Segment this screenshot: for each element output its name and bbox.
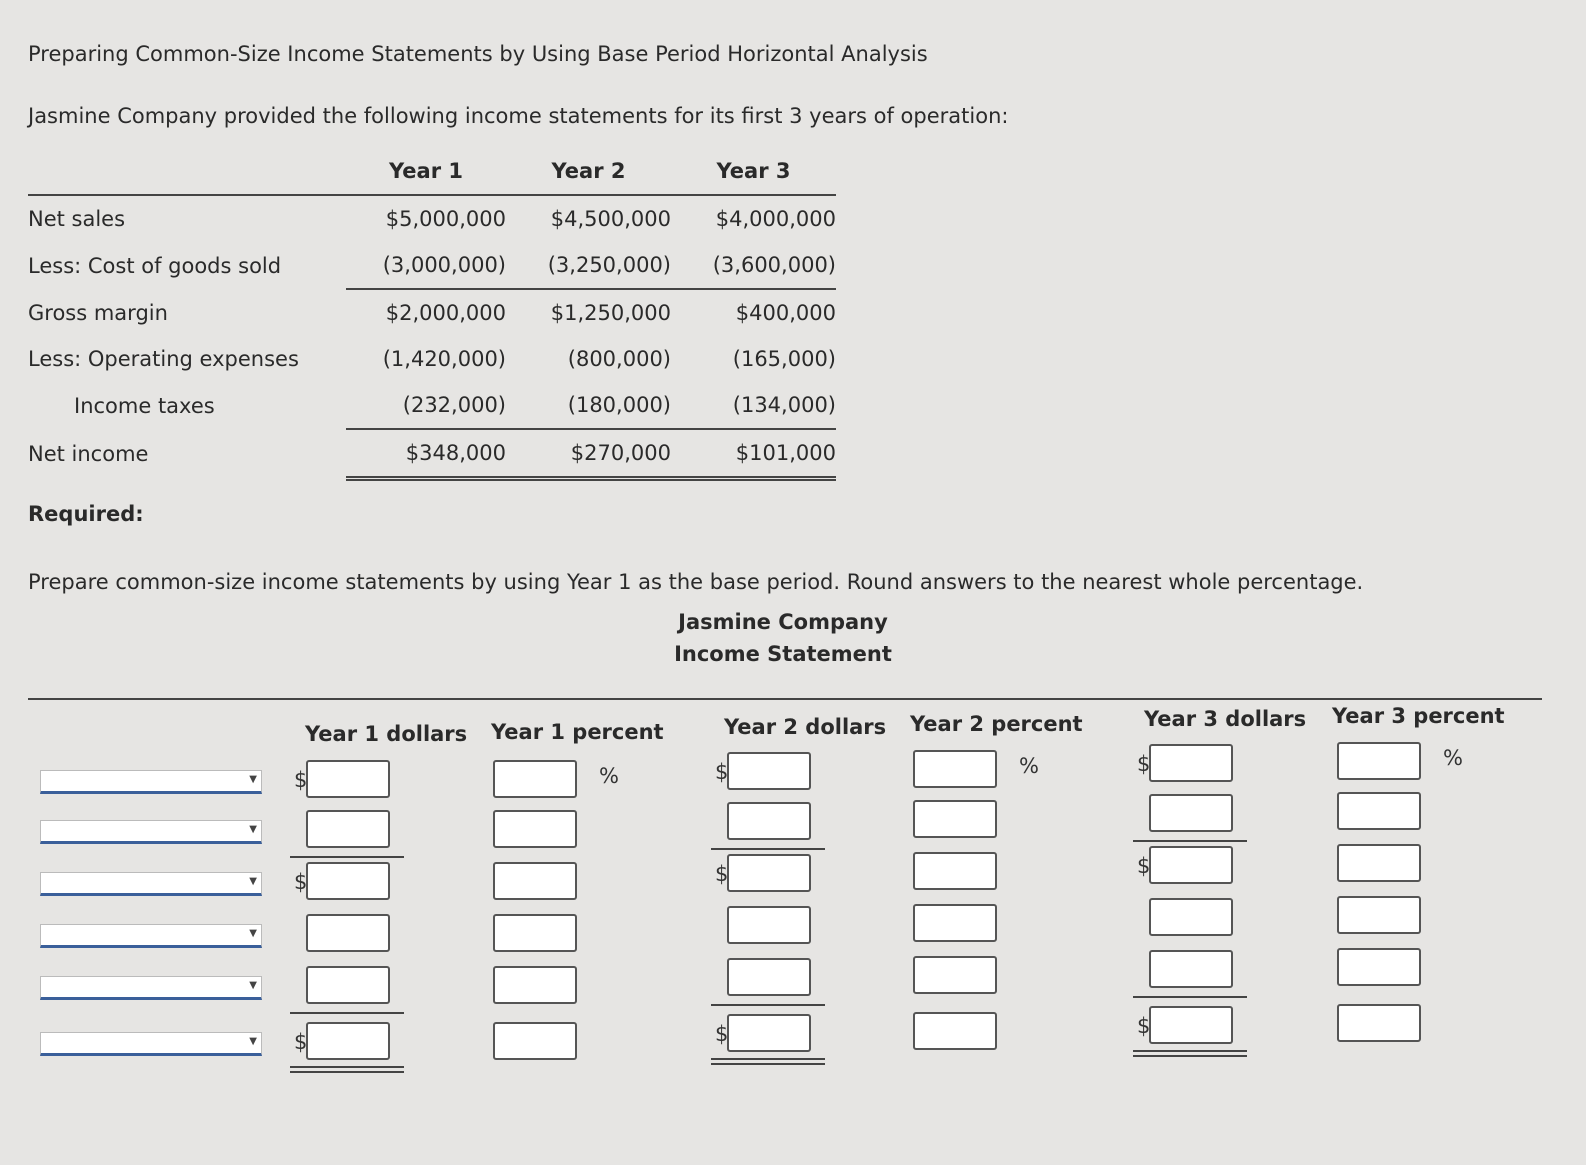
year1-dollars-input[interactable] [306,810,390,848]
row-label: Less: Cost of goods sold [28,253,282,278]
year3-dollars-input[interactable] [1149,744,1233,782]
intro-text: Jasmine Company provided the following income statements for its first 3 years of operation: [28,104,1009,128]
instruction-text: Prepare common-size income statements by using Year 1 as the base period. Round answers to the nearest whole percentage. [28,570,1364,594]
chevron-down-icon: ▼ [249,824,257,835]
chevron-down-icon: ▼ [249,774,257,785]
page-title: Preparing Common-Size Income Statements by Using Base Period Horizontal Analysis [28,42,928,66]
row-net-income [28,429,836,479]
col-year1-percent: Year 1 percent [491,720,664,744]
cell: $1,250,000 [550,301,671,325]
dollar-sign: $ [715,760,729,784]
total-double-line [1133,1050,1247,1057]
cell: (3,000,000) [346,242,506,289]
line-item-dropdown[interactable] [40,820,262,844]
dollar-sign: $ [294,1030,308,1054]
cell: $5,000,000 [385,207,506,231]
year2-dollars-input[interactable] [727,802,811,840]
income-statement-table [28,148,836,481]
year3-percent-input[interactable] [1337,948,1421,986]
dollar-sign: $ [1137,752,1151,776]
year3-percent-input[interactable] [1337,742,1421,780]
year1-percent-input[interactable] [493,1022,577,1060]
year3-percent-input[interactable] [1337,844,1421,882]
cell: (3,600,000) [671,242,836,289]
cell: $4,000,000 [715,207,836,231]
col-year3-dollars: Year 3 dollars [1144,707,1307,731]
year2-percent-input[interactable] [913,800,997,838]
col-year3-percent: Year 3 percent [1332,704,1505,728]
row-label: Net income [28,441,149,466]
year3-percent-input[interactable] [1337,1004,1421,1042]
row-operating-expenses [28,336,836,382]
cell: $2,000,000 [385,301,506,325]
line-item-dropdown[interactable] [40,872,262,896]
col-year1-dollars: Year 1 dollars [305,722,468,746]
cell: (1,420,000) [382,347,506,371]
year3-dollars-input[interactable] [1149,1006,1233,1044]
total-double-line [290,1066,404,1073]
row-label: Net sales [28,207,126,231]
year1-percent-input[interactable] [493,966,577,1004]
year1-percent-input[interactable] [493,862,577,900]
row-label: Less: Operating expenses [28,347,299,371]
year3-dollars-input[interactable] [1149,950,1233,988]
row-cogs [28,242,836,289]
chevron-down-icon: ▼ [249,980,257,991]
line-item-dropdown[interactable] [40,924,262,948]
header-year-2: Year 2 [506,148,671,195]
chevron-down-icon: ▼ [249,876,257,887]
subtotal-line [711,848,825,850]
cell: $4,500,000 [550,207,671,231]
year2-percent-input[interactable] [913,956,997,994]
year1-dollars-input[interactable] [306,862,390,900]
col-year2-percent: Year 2 percent [910,712,1083,736]
year2-percent-input[interactable] [913,852,997,890]
year3-percent-input[interactable] [1337,792,1421,830]
subtotal-line [290,856,404,858]
year1-dollars-input[interactable] [306,914,390,952]
line-item-dropdown[interactable] [40,976,262,1000]
year2-percent-input[interactable] [913,750,997,788]
year1-dollars-input[interactable] [306,760,390,798]
percent-sign: % [599,764,619,788]
year1-percent-input[interactable] [493,914,577,952]
year1-dollars-input[interactable] [306,966,390,1004]
year2-dollars-input[interactable] [727,958,811,996]
year2-dollars-input[interactable] [727,752,811,790]
dollar-sign: $ [1137,1014,1151,1038]
cell: (3,250,000) [506,242,671,289]
cell: $270,000 [506,429,671,479]
row-income-taxes [28,382,836,429]
year1-percent-input[interactable] [493,760,577,798]
year2-dollars-input[interactable] [727,906,811,944]
cell: $400,000 [735,301,836,325]
company-name: Jasmine Company [678,610,888,634]
dollar-sign: $ [294,870,308,894]
percent-sign: % [1443,746,1463,770]
year1-dollars-input[interactable] [306,1022,390,1060]
year3-dollars-input[interactable] [1149,898,1233,936]
year2-percent-input[interactable] [913,1012,997,1050]
cell: (134,000) [671,382,836,429]
chevron-down-icon: ▼ [249,1036,257,1047]
required-label: Required: [28,502,144,526]
total-double-line [711,1058,825,1065]
header-year-3: Year 3 [671,148,836,195]
row-label: Income taxes [74,393,215,418]
percent-sign: % [1019,754,1039,778]
year3-dollars-input[interactable] [1149,794,1233,832]
subtotal-line [290,1012,404,1014]
cell: $348,000 [346,429,506,479]
year2-dollars-input[interactable] [727,1014,811,1052]
year2-percent-input[interactable] [913,904,997,942]
dollar-sign: $ [715,862,729,886]
row-label: Gross margin [28,300,168,325]
year1-percent-input[interactable] [493,810,577,848]
row-gross-margin [28,289,836,336]
line-item-dropdown[interactable] [40,770,262,794]
cell: (165,000) [732,347,836,371]
line-item-dropdown[interactable] [40,1032,262,1056]
dollar-sign: $ [715,1022,729,1046]
header-year-1: Year 1 [346,148,506,195]
row-net-sales [28,195,836,242]
cell: (800,000) [567,347,671,371]
year3-dollars-input[interactable] [1149,846,1233,884]
year3-percent-input[interactable] [1337,896,1421,934]
cell: $101,000 [671,429,836,479]
subtotal-line [711,1004,825,1006]
year2-dollars-input[interactable] [727,854,811,892]
col-year2-dollars: Year 2 dollars [724,715,887,739]
cell: (180,000) [506,382,671,429]
subtotal-line [1133,840,1247,842]
dollar-sign: $ [294,768,308,792]
chevron-down-icon: ▼ [249,928,257,939]
cell: (232,000) [346,382,506,429]
subtotal-line [1133,996,1247,998]
statement-title: Income Statement [674,642,892,666]
dollar-sign: $ [1137,854,1151,878]
